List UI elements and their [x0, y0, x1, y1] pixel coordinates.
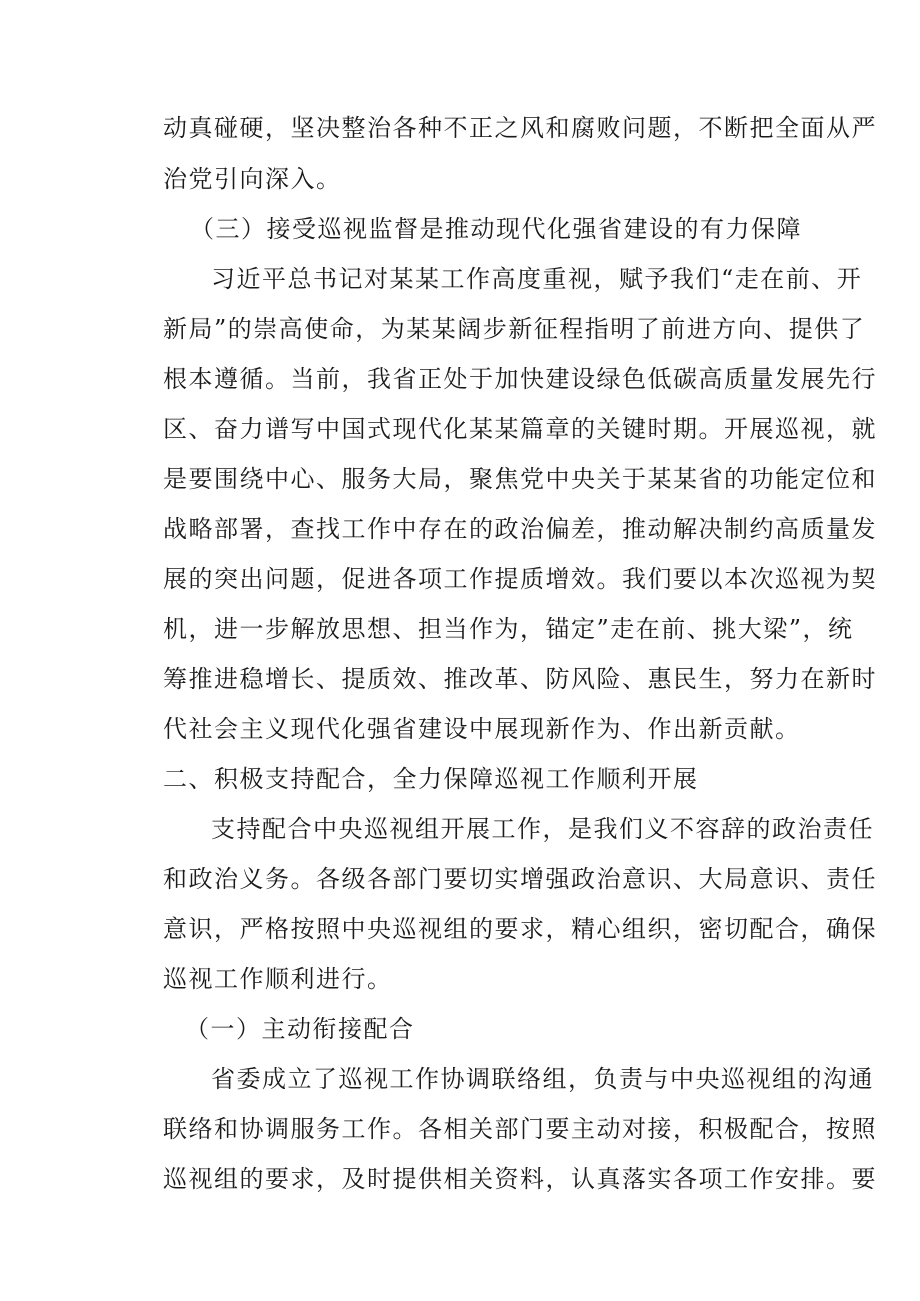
- body-line: 意识，严格按照中央巡视组的要求，精心组织，密切配合，确保: [163, 915, 877, 943]
- subsection-heading-1: （一）主动衔接配合: [185, 1015, 415, 1043]
- body-line: 巡视工作顺利进行。: [163, 965, 393, 993]
- body-line: 新局”的崇高使命，为某某阔步新征程指明了前进方向、提供了: [163, 315, 866, 343]
- body-line: 是要围绕中心、服务大局，聚焦党中央关于某某省的功能定位和: [163, 465, 877, 493]
- body-line: 展的突出问题，促进各项工作提质增效。我们要以本次巡视为契: [163, 565, 877, 593]
- body-line: 习近平总书记对某某工作高度重视，赋予我们“走在前、开: [211, 265, 863, 293]
- section-heading-3: （三）接受巡视监督是推动现代化强省建设的有力保障: [190, 215, 802, 243]
- body-line: 战略部署，查找工作中存在的政治偏差，推动解决制约高质量发: [163, 515, 877, 543]
- body-line: 巡视组的要求，及时提供相关资料，认真落实各项工作安排。要: [163, 1165, 877, 1193]
- body-line: 省委成立了巡视工作协调联络组，负责与中央巡视组的沟通: [211, 1065, 874, 1093]
- body-line: 根本遵循。当前，我省正处于加快建设绿色低碳高质量发展先行: [163, 365, 877, 393]
- body-line: 动真碰硬，坚决整治各种不正之风和腐败问题，不断把全面从严: [163, 114, 877, 142]
- body-line: 代社会主义现代化强省建设中展现新作为、作出新贡献。: [163, 715, 801, 743]
- body-line: 支持配合中央巡视组开展工作，是我们义不容辞的政治责任: [211, 815, 874, 843]
- body-line: 联络和协调服务工作。各相关部门要主动对接，积极配合，按照: [163, 1115, 877, 1143]
- section-heading-2: 二、积极支持配合，全力保障巡视工作顺利开展: [163, 765, 699, 793]
- body-line: 区、奋力谱写中国式现代化某某篇章的关键时期。开展巡视，就: [163, 415, 877, 443]
- body-line: 机，进一步解放思想、担当作为，锚定”走在前、挑大梁”，统: [163, 615, 854, 643]
- body-line: 筹推进稳增长、提质效、推改革、防风险、惠民生，努力在新时: [163, 665, 877, 693]
- body-line: 治党引向深入。: [163, 165, 342, 193]
- body-line: 和政治义务。各级各部门要切实增强政治意识、大局意识、责任: [163, 865, 877, 893]
